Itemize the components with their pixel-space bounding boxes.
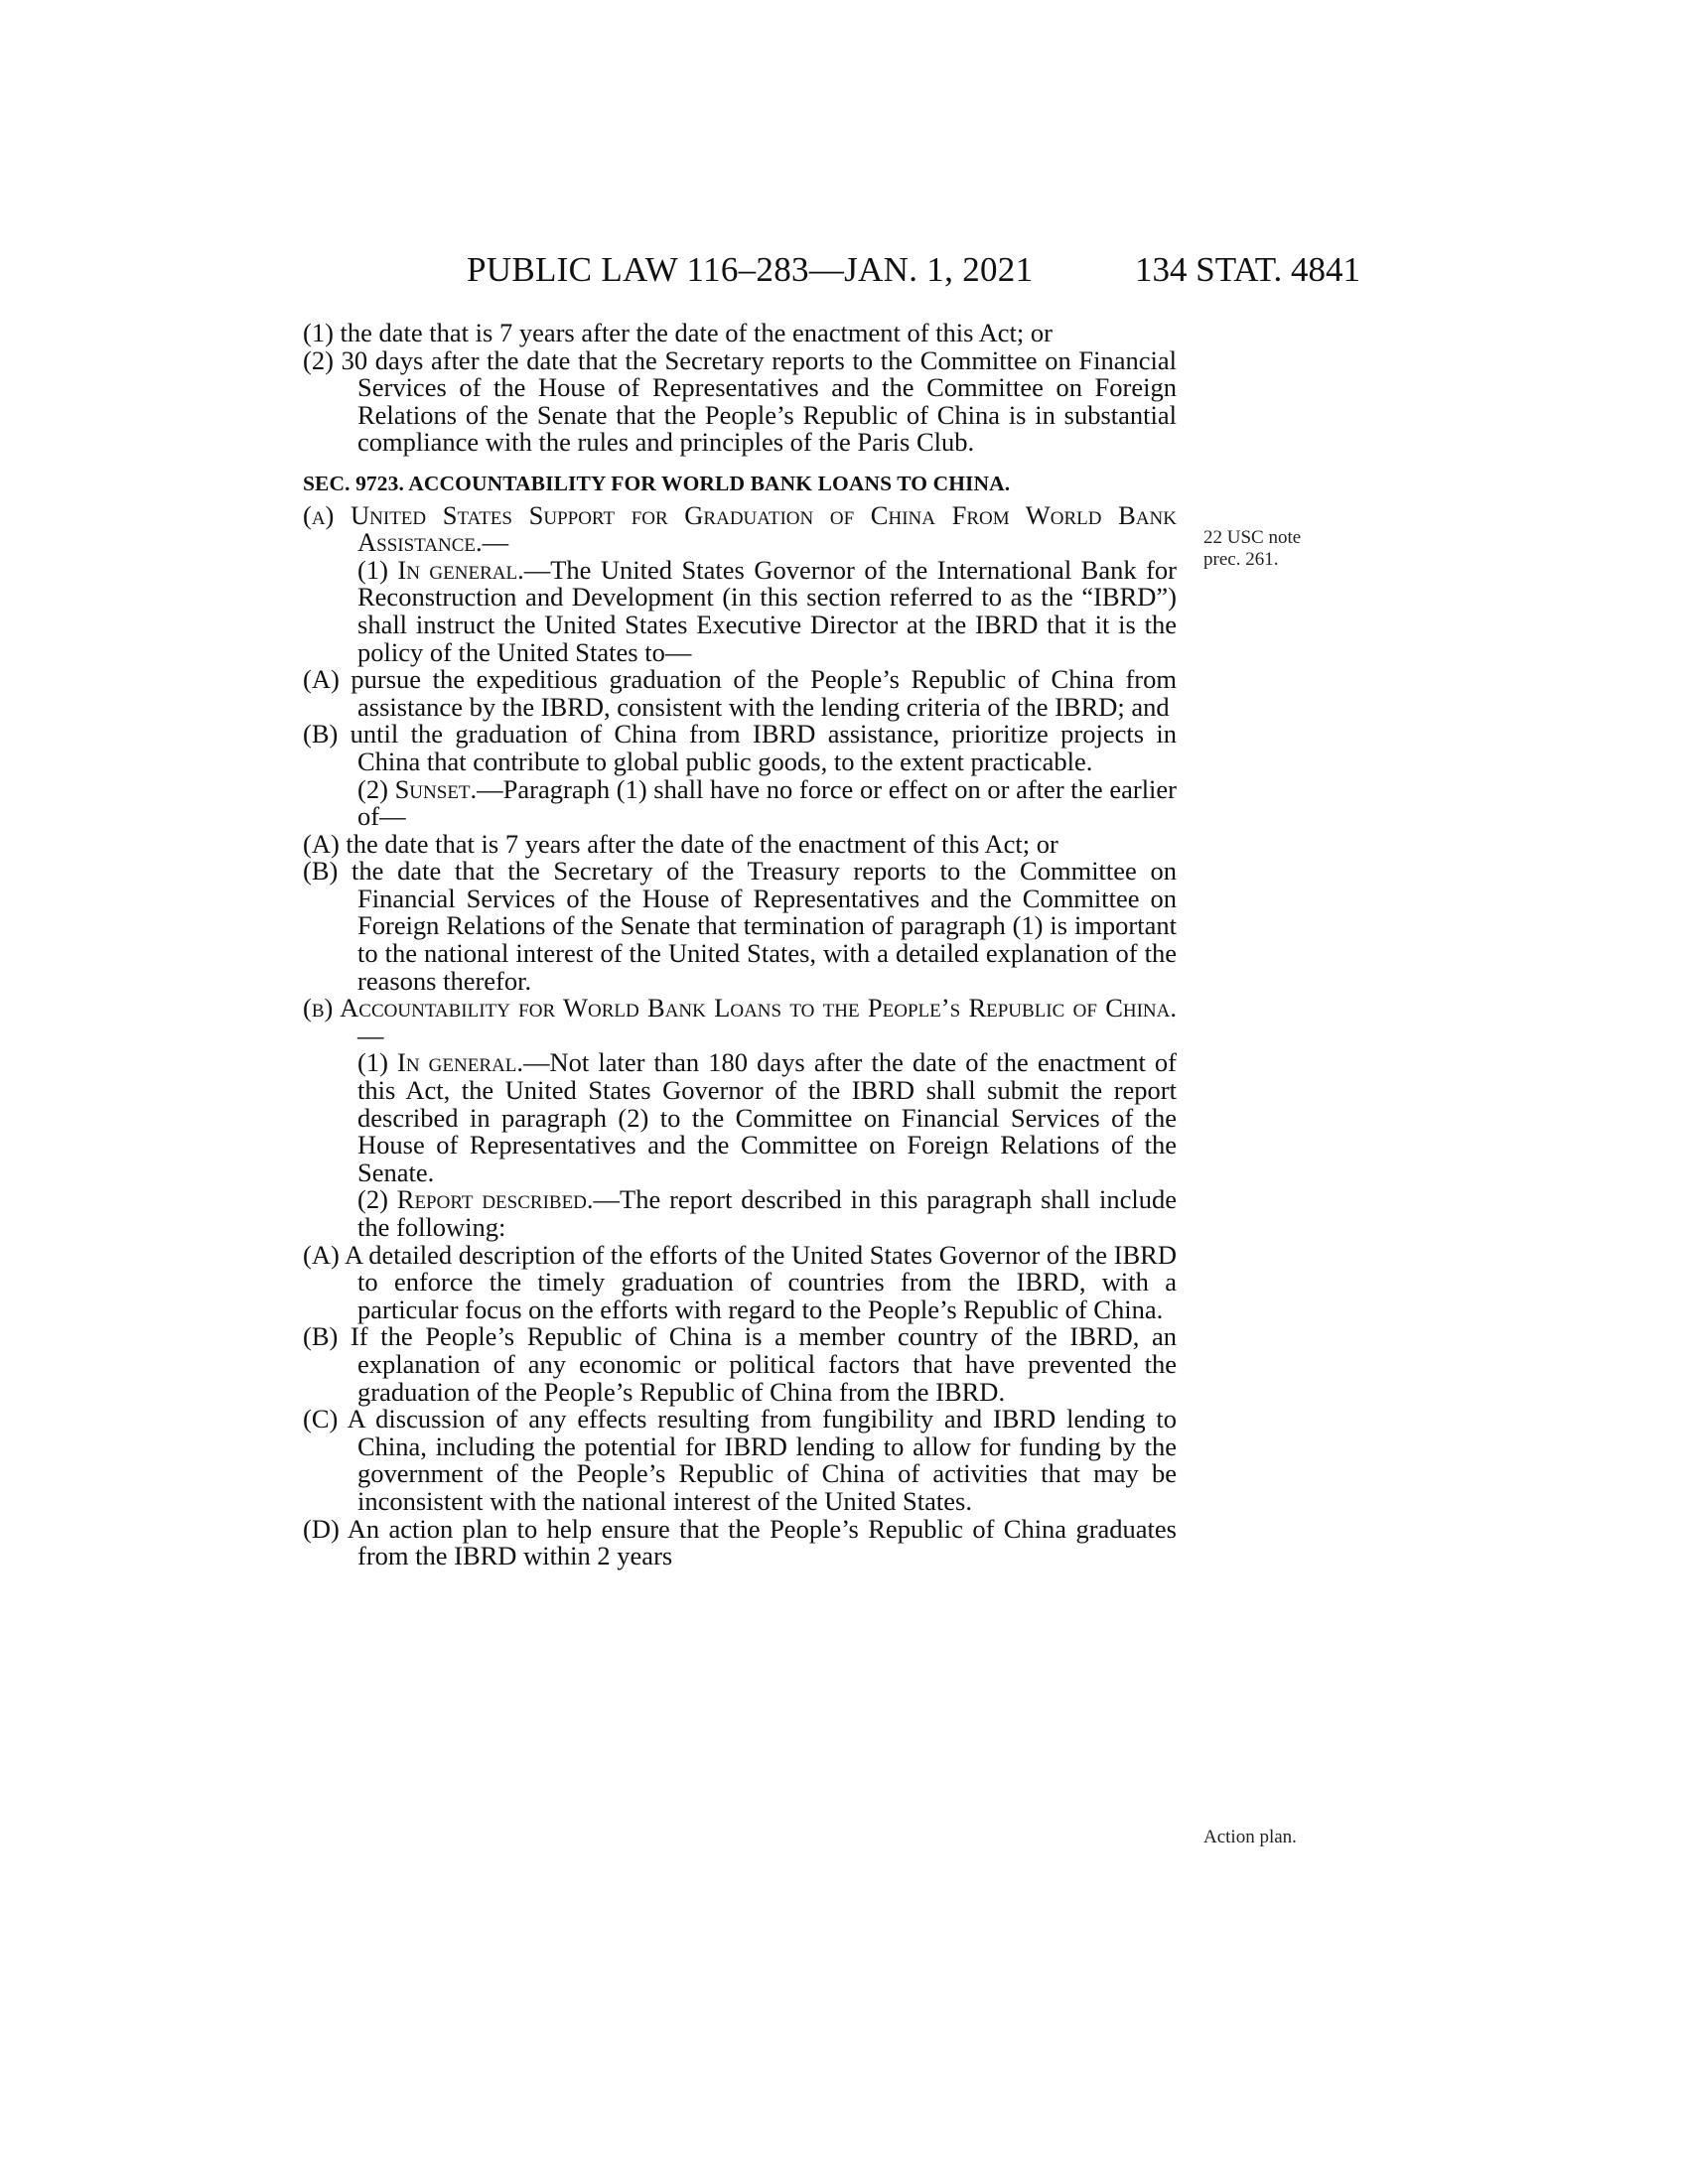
margin-note-usc [1203, 527, 1301, 571]
margin-note-usc-line2: prec. 261. [1203, 549, 1279, 570]
section-heading: SEC. 9723. ACCOUNTABILITY FOR WORLD BANK LOANS TO CHINA. [303, 471, 1011, 495]
subsection-b2-C: (C) A discussion of any effects resulting from fungibility and IBRD lending to China, including the potential for IBRD lending to allow for funding by the government of the People’s Republic of China of activities that may be inconsistent with the national interest of the United States. [303, 1404, 1177, 1516]
subsection-a2-B: (B) the date that the Secretary of the Treasury reports to the Committee on Financial Services of the House of Representatives and the Committee on Foreign Relations of the Senate that termination of paragraph (1) is important to the national interest of the United States, with a detailed explanation of the reasons therefor. [303, 856, 1177, 996]
subsection-a2 [303, 773, 1178, 832]
subsection-b-heading: (b) Accountability for World Bank Loans to the People’s Republic of China.— [303, 993, 1177, 1050]
subsection-a1-label: (1) In general. [357, 554, 524, 585]
public-law-title: PUBLIC LAW 116–283—JAN. 1, 2021 [467, 250, 1034, 289]
subsection-b2-A: (A) A detailed description of the efforts of the United States Governor of the IBRD to enforce the timely graduation of countries from the IBRD, with a particular focus on the efforts with regard to the People’s Republic of China. [303, 1239, 1177, 1324]
subsection-a1-A: (A) pursue the expeditious graduation of the People’s Republic of China from assistance by the IBRD, consistent with the lending criteria of the IBRD; and [303, 664, 1177, 722]
subsection-a-heading: (a) United States Support for Graduation of China From World Bank Assistance.— [303, 499, 1177, 558]
statute-page-number: 134 STAT. 4841 [1135, 250, 1360, 289]
page-header [467, 250, 1360, 290]
paragraph-2: (2) 30 days after the date that the Secretary reports to the Committee on Financial Services of the House of Representatives and the Committee on Foreign Relations of the Senate that the People’s Republic of China is in substantial compliance with the rules and principles of the Paris Club. [303, 344, 1177, 458]
subsection-a2-text: —Paragraph (1) shall have no force or effect on or after the earlier of— [357, 773, 1178, 832]
subsection-b2-B: (B) If the People’s Republic of China is a member country of the IBRD, an explanation of any economic or political factors that have prevented the graduation of the People’s Republic of China from the IBRD. [303, 1321, 1177, 1407]
subsection-a2-A: (A) the date that is 7 years after the date of the enactment of this Act; or [303, 828, 1058, 859]
subsection-a1 [303, 554, 1177, 667]
subsection-b1-label: (1) In general. [357, 1047, 523, 1078]
subsection-b2-label: (2) Report described. [357, 1184, 594, 1215]
subsection-a1-text: —The United States Governor of the International Bank for Reconstruction and Development (in this section referred to as the “IBRD”) shall instruct the United States Executive Director at the IBRD that it is the policy of the United States to— [357, 554, 1177, 667]
subsection-a2-label: (2) Sunset. [357, 773, 478, 804]
document-body [303, 320, 1177, 1570]
subsection-b2 [303, 1186, 1177, 1241]
subsection-b2-text: —The report described in this paragraph shall include the following: [357, 1184, 1177, 1242]
subsection-a1-B: (B) until the graduation of China from IBRD assistance, prioritize projects in China that contribute to global public goods, to the extent practicable. [303, 719, 1177, 776]
margin-note-usc-line1: 22 USC note [1203, 527, 1302, 548]
subsection-b1 [303, 1049, 1177, 1186]
paragraph-1: (1) the date that is 7 years after the date of the enactment of this Act; or [303, 318, 1053, 347]
margin-note-action-plan: Action plan. [1203, 1827, 1297, 1847]
subsection-b1-text: —Not later than 180 days after the date of the enactment of this Act, the United States Governor of the IBRD shall submit the report described in paragraph (2) to the Committee on Financial Services of the House of Representatives and the Committee on Foreign Relations of the Senate. [357, 1047, 1177, 1187]
subsection-b2-D: (D) An action plan to help ensure that the People’s Republic of China graduates from the IBRD within 2 years [303, 1513, 1177, 1571]
